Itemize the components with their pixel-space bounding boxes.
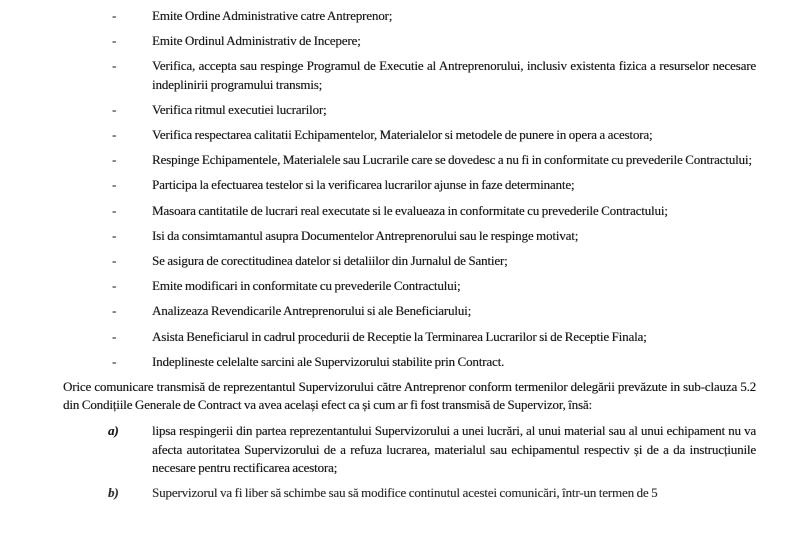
list-item [63, 353, 756, 371]
bullet-dash: - [112, 328, 117, 344]
bullet-dash: - [112, 253, 117, 269]
list-item [63, 176, 756, 194]
list-item [63, 328, 756, 346]
list-item-text: Emite modificari in conformitate cu prevederile Contractului; [152, 278, 461, 294]
bullet-dash: - [112, 8, 117, 23]
item-marker: b) [108, 485, 119, 501]
list-item [63, 126, 756, 144]
list-item [63, 277, 756, 295]
bullet-dash: - [112, 152, 117, 168]
lettered-list [63, 422, 756, 502]
lettered-item-b [63, 484, 756, 502]
list-item [63, 302, 756, 320]
list-item-text: Participa la efectuarea testelor si la verificarea lucrarilor ajunse in faze determinante; [152, 177, 575, 193]
bullet-dash: - [112, 303, 117, 319]
list-item-text: Asista Beneficiarul in cadrul procedurii de Receptie la Terminarea Lucrarilor si de Receptie Finala; [152, 328, 647, 344]
bullet-dash: - [112, 177, 117, 193]
list-item-text: Emite Ordinul Administrativ de Incepere; [152, 33, 361, 49]
item-text: Supervizorul va fi liber să schimbe sau să modifice continutul acestei comunicări, într-un termen de 5 [152, 485, 658, 501]
paragraph: Orice comunicare transmisă de reprezentantul Supervizorului către Antreprenor conform termenilor delegării prevăzute in sub-clauza 5.2 din Condițiile Generale de Contract va avea același efect ca și cum ar fi fost transmisă de Supervizor, însă: [63, 379, 756, 413]
list-item [63, 227, 756, 245]
bullet-dash: - [112, 227, 117, 243]
item-marker: a) [108, 423, 119, 439]
list-item [63, 202, 756, 220]
lettered-item-a [63, 422, 756, 477]
list-item-text: Analizeaza Revendicarile Antreprenorului si ale Beneficiarului; [152, 303, 472, 319]
list-item [63, 32, 756, 50]
item-text: lipsa respingerii din partea reprezentantului Supervizorului a unei lucrări, al unui material sau al unui echipament nu va afecta autoritatea Supervizorului de a refuza lucrarea, materialul sau echipamentul respectiv și de a da instrucțiunile necesare pentru rectificarea acestora; [152, 423, 756, 475]
list-item-text: Isi da consimtamantul asupra Documentelor Antreprenorului sau le respinge motivat; [152, 227, 579, 243]
bullet-dash: - [112, 58, 117, 74]
list-item-text: Respinge Echipamentele, Materialele sau Lucrarile care se dovedesc a nu fi in conformitate cu prevederile Contractului; [152, 152, 752, 168]
list-item-text: Verifica respectarea calitatii Echipamentelor, Materialelor si metodele de punere in opera a acestora; [152, 127, 653, 143]
list-item [63, 7, 756, 25]
list-item-text: Verifica ritmul executiei lucrarilor; [152, 101, 327, 117]
list-item-text: Verifica, accepta sau respinge Programul de Executie al Antreprenorului, inclusiv existenta fizica a resurselor necesare indeplinirii programului transmis; [152, 58, 756, 92]
list-item [63, 252, 756, 270]
list-item-text: Se asigura de corectitudinea datelor si detaliilor din Jurnalul de Santier; [152, 253, 508, 269]
list-item [63, 57, 756, 93]
bullet-list [63, 7, 756, 371]
list-item [63, 151, 756, 169]
bullet-dash: - [112, 202, 117, 218]
bullet-dash: - [112, 278, 117, 294]
list-item [63, 101, 756, 119]
list-item-text: Emite Ordine Administrative catre Antreprenor; [152, 8, 393, 23]
bullet-dash: - [112, 101, 117, 117]
bullet-dash: - [112, 33, 117, 49]
list-item-text: Indeplineste celelalte sarcini ale Supervizorului stabilite prin Contract. [152, 353, 505, 369]
bullet-dash: - [112, 353, 117, 369]
bullet-dash: - [112, 127, 117, 143]
list-item-text: Masoara cantitatile de lucrari real executate si le evalueaza in conformitate cu prevederile Contractului; [152, 202, 668, 218]
